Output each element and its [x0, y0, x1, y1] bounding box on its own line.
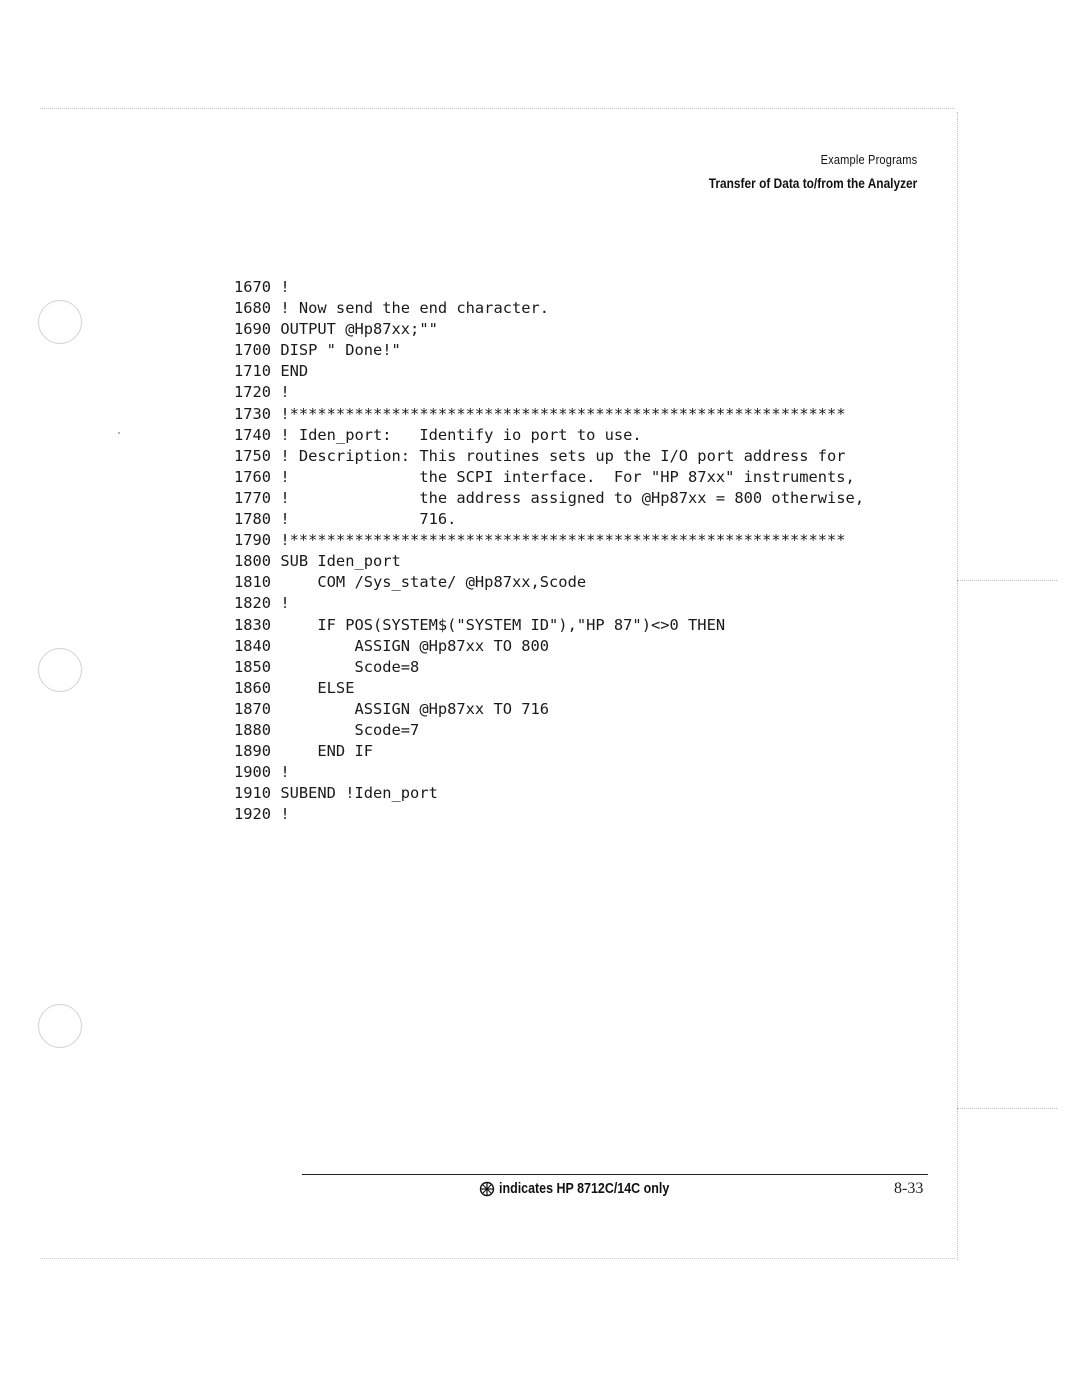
code-line: 1770 ! the address assigned to @Hp87xx = 800 otherwise, [234, 488, 865, 507]
code-line: 1680 ! Now send the end character. [234, 299, 550, 318]
code-line: 1760 ! the SCPI interface. For "HP 87xx" instruments, [234, 467, 855, 486]
code-line: 1900 ! [234, 763, 290, 782]
code-line: 1710 END [234, 362, 309, 381]
binder-hole-bottom [38, 1004, 82, 1048]
tab-divider-lower [957, 1108, 1057, 1109]
scan-speck [118, 432, 120, 434]
hp-8712c-14c-symbol-icon [479, 1181, 495, 1197]
header-title: Transfer of Data to/from the Analyzer [708, 175, 917, 191]
scan-border-right [957, 112, 958, 1260]
footer-note-text: indicates HP 8712C/14C only [499, 1181, 670, 1197]
code-line: 1830 IF POS(SYSTEM$("SYSTEM ID"),"HP 87")<>0 THEN [234, 615, 726, 634]
code-line: 1820 ! [234, 594, 290, 613]
code-line: 1700 DISP " Done!" [234, 341, 401, 360]
footer-rule [302, 1174, 928, 1175]
code-line: 1800 SUB Iden_port [234, 552, 401, 571]
code-line: 1860 ELSE [234, 678, 355, 697]
code-line: 1780 ! 716. [234, 510, 457, 529]
code-line: 1890 END IF [234, 742, 373, 761]
code-line: 1790 !************************************************************ [234, 531, 846, 550]
scan-border-bottom [40, 1258, 955, 1259]
code-line: 1910 SUBEND !Iden_port [234, 784, 438, 803]
header-section-label: Example Programs [820, 152, 917, 167]
page-number: 8-33 [894, 1180, 924, 1197]
code-listing [234, 277, 864, 825]
footer-note [479, 1181, 697, 1197]
code-line: 1690 OUTPUT @Hp87xx;"" [234, 320, 438, 339]
code-line: 1840 ASSIGN @Hp87xx TO 800 [234, 636, 550, 655]
code-line: 1750 ! Description: This routines sets up the I/O port address for [234, 446, 846, 465]
binder-hole-top [38, 300, 82, 344]
scan-border-top [40, 108, 955, 109]
binder-hole-middle [38, 648, 82, 692]
code-line: 1740 ! Iden_port: Identify io port to use. [234, 425, 642, 444]
code-line: 1810 COM /Sys_state/ @Hp87xx,Scode [234, 573, 587, 592]
code-line: 1730 !************************************************************ [234, 404, 846, 423]
tab-divider-upper [957, 580, 1057, 581]
code-line: 1870 ASSIGN @Hp87xx TO 716 [234, 699, 550, 718]
code-line: 1880 Scode=7 [234, 720, 420, 739]
running-header [672, 152, 917, 191]
code-line: 1920 ! [234, 805, 290, 824]
code-line: 1850 Scode=8 [234, 657, 420, 676]
code-line: 1670 ! [234, 278, 290, 296]
code-line: 1720 ! [234, 383, 290, 402]
